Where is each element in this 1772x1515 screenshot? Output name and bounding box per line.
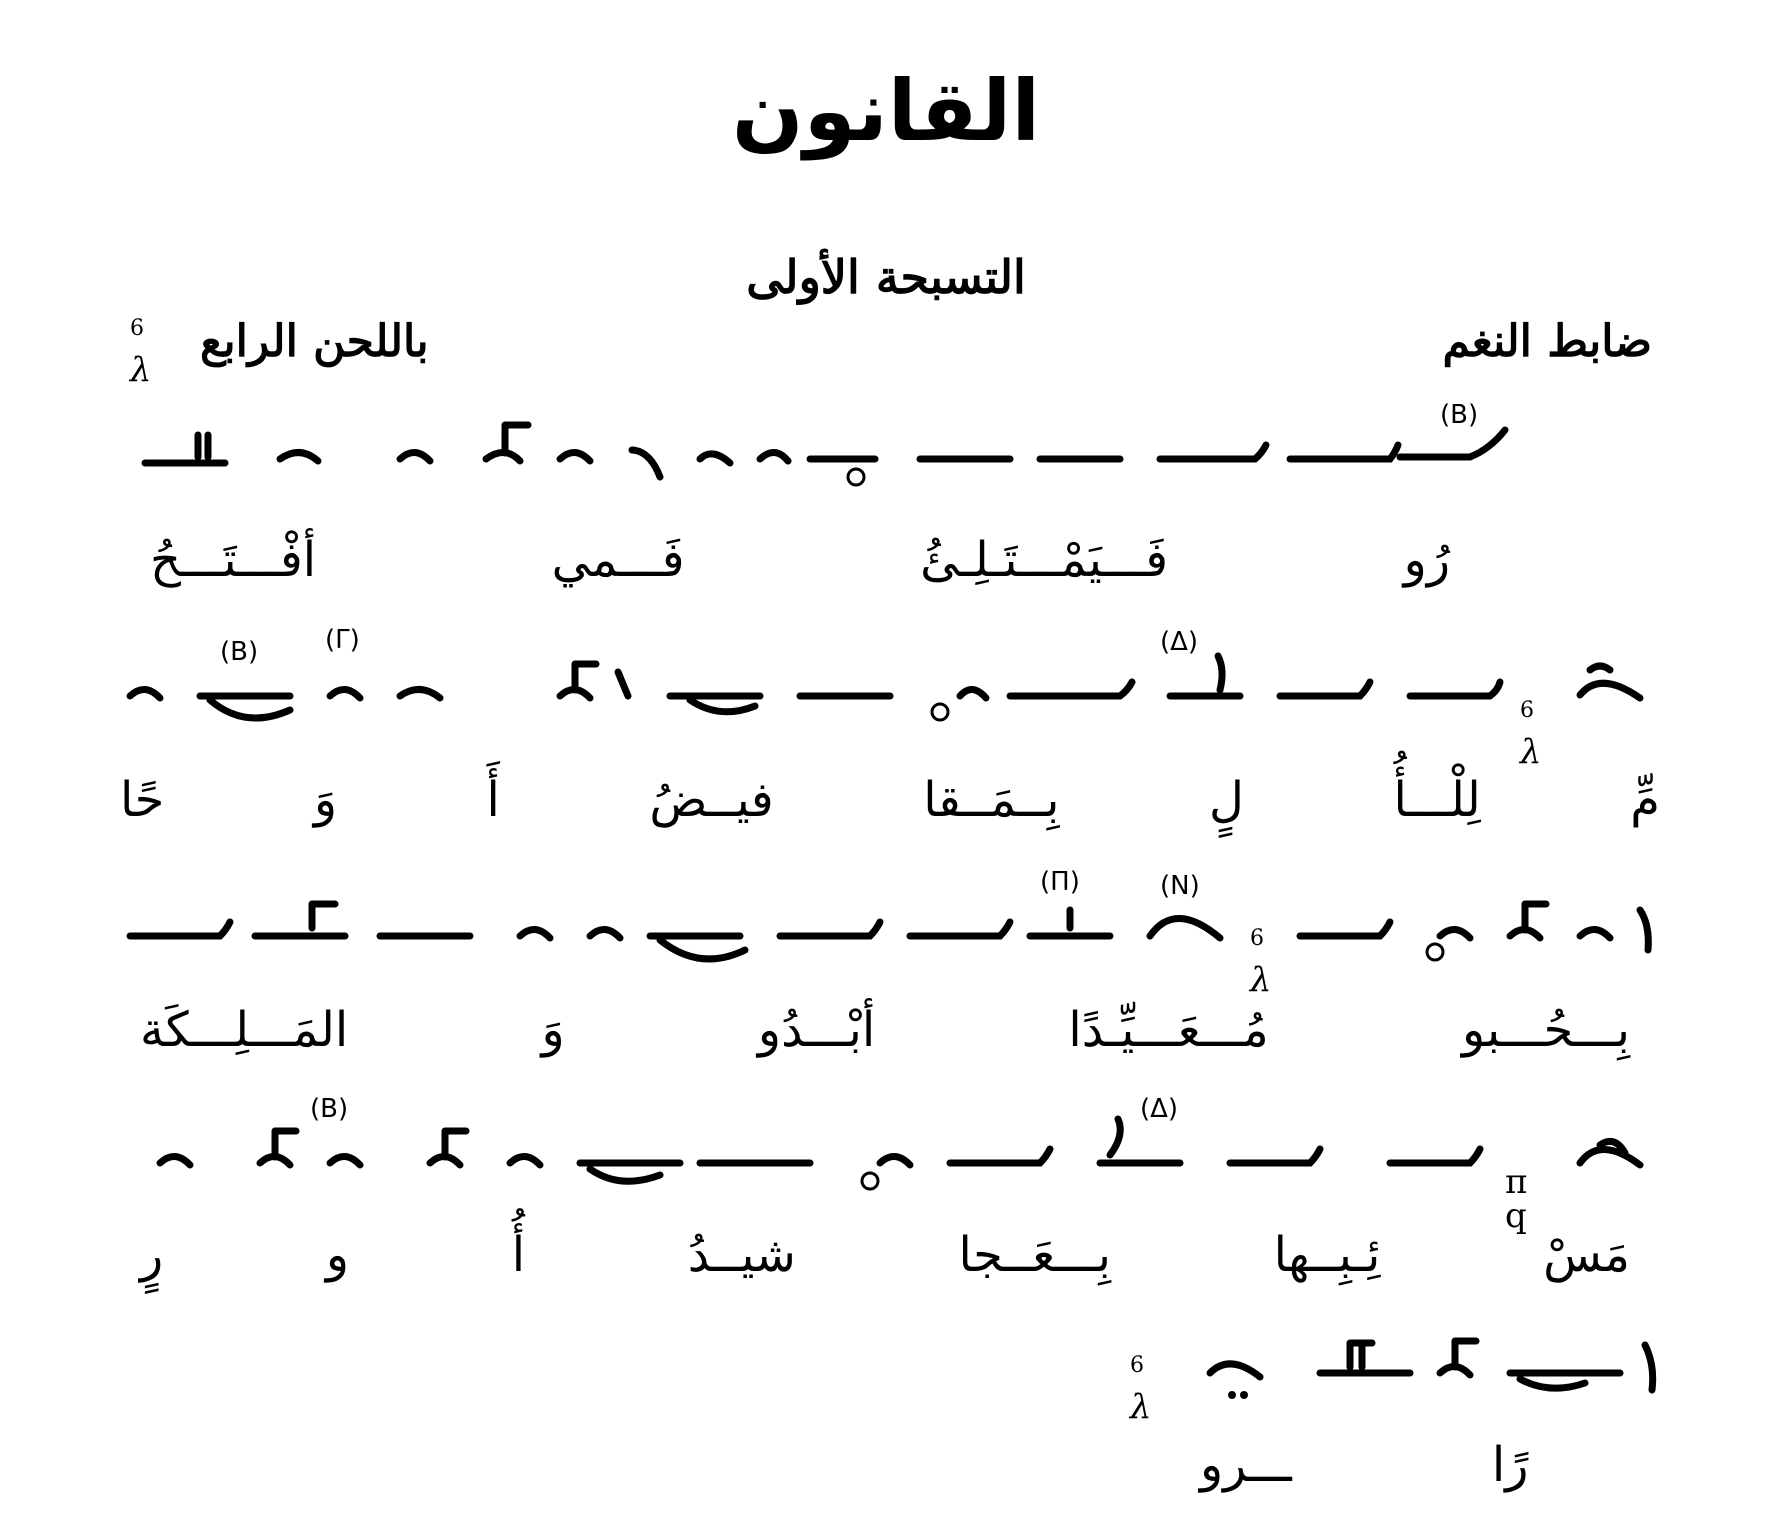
neume-3-12 <box>520 929 550 938</box>
page-subtitle: التسبحة الأولى <box>746 250 1026 304</box>
neume-4-13 <box>160 1156 190 1165</box>
neume-4-8 <box>580 1163 680 1181</box>
mode-label: باللحن الرابع <box>200 316 429 367</box>
syllable: لِلْـــأُ <box>1393 772 1481 828</box>
neume-4-10 <box>430 1131 466 1165</box>
mode-sign-icon <box>130 316 152 391</box>
neume-3-10 <box>650 936 745 959</box>
syllable: أُ <box>511 1227 526 1283</box>
syllable: بِـــحُـــبو <box>1462 1002 1630 1058</box>
neume-2-label-1: (Δ) <box>1160 627 1199 657</box>
neume-5-3 <box>1440 1341 1476 1375</box>
neume-1-14 <box>145 435 225 463</box>
neume-1-7 <box>760 452 788 461</box>
neume-3-14 <box>255 904 345 936</box>
neume-4-label-2: (B) <box>310 1094 349 1124</box>
neume-2-1 <box>1580 666 1640 698</box>
neume-3-2 <box>1580 929 1610 938</box>
syllable: فيــضُ <box>649 772 774 828</box>
neume-3-6 <box>1150 918 1220 938</box>
mode-sign-letter: λ <box>130 350 152 391</box>
lyric-line-3 <box>140 990 1630 1070</box>
neume-1-dot <box>848 469 864 485</box>
syllable: فَـــيَمْـــتَـلِـئُ <box>920 532 1169 588</box>
neume-strip-5 <box>0 1315 1772 1428</box>
neume-2-13 <box>200 696 290 718</box>
neume-4-label-1: (Δ) <box>1140 1094 1179 1124</box>
neume-2-dot <box>932 704 948 720</box>
lyric-line-5 <box>1200 1425 1640 1505</box>
page-title: القانون <box>731 62 1041 160</box>
syllable: أفْـــتَـــحُ <box>150 532 317 588</box>
neume-2-9 <box>618 672 628 696</box>
neume-3-label-2: (Π) <box>1040 867 1080 897</box>
neume-3-7 <box>1030 910 1110 936</box>
syllable: بِــمَــقا <box>923 772 1060 828</box>
neume-2-8 <box>670 696 760 712</box>
syllable: ـــرو <box>1200 1437 1292 1493</box>
neume-1-12 <box>400 452 430 461</box>
neume-1-13 <box>280 452 318 461</box>
neume-line-3 <box>0 867 1772 1001</box>
syllable: وَ <box>541 1002 565 1058</box>
martyria-icon: π q <box>1505 1162 1528 1236</box>
syllable: المَـــلِـــكَة <box>140 1002 349 1058</box>
neume-2-6 <box>960 689 986 698</box>
neume-5-1 <box>1645 1345 1653 1390</box>
neume-2-2 <box>1410 682 1500 696</box>
syllable: وَ <box>313 772 338 828</box>
neume-3-label-1: (N) <box>1160 871 1200 901</box>
neume-1-10 <box>560 452 590 461</box>
neume-4-4 <box>1100 1119 1180 1163</box>
neume-1-label-1: (B) <box>1440 400 1479 430</box>
neume-line-4 <box>0 1094 1772 1236</box>
neume-3-9 <box>780 922 880 936</box>
neume-line-2 <box>0 625 1772 773</box>
neume-4-5 <box>950 1149 1050 1163</box>
neume-1-3 <box>1160 445 1266 459</box>
neume-4-6 <box>880 1156 910 1165</box>
neume-5-5 <box>1210 1364 1260 1377</box>
syllable: رًا <box>1491 1437 1529 1493</box>
martyria-icon: $^6$ λ <box>1520 698 1542 773</box>
neume-strip-1 <box>0 400 1772 515</box>
neume-1-8 <box>700 454 730 463</box>
syllable: فَـــمي <box>551 532 685 588</box>
neume-2-label-2: (Γ) <box>325 625 360 655</box>
neume-2-10 <box>560 664 596 698</box>
neume-4-3 <box>1230 1149 1320 1163</box>
syllable: مِّ <box>1630 772 1660 828</box>
neume-line-5 <box>0 1315 1772 1428</box>
neume-5-dot-1 <box>1228 1391 1236 1399</box>
neume-1-11 <box>486 425 528 461</box>
neume-2-4 <box>1170 656 1240 696</box>
neume-4-9 <box>510 1156 540 1165</box>
syllable: مُـــعَـــيِّـدًا <box>1068 1002 1269 1058</box>
neume-5-dot-2 <box>1240 1391 1248 1399</box>
lyric-line-4 <box>140 1215 1630 1295</box>
martyria-icon: $^6$ λ <box>1130 1353 1152 1428</box>
syllable: لٍ <box>1209 772 1244 828</box>
neume-2-11 <box>400 689 440 698</box>
neume-3-dot <box>1427 944 1443 960</box>
lyric-line-2 <box>120 760 1660 840</box>
neume-4-11 <box>330 1156 360 1165</box>
lyric-line-1 <box>150 520 1450 600</box>
neume-3-8 <box>910 922 1010 936</box>
neume-4-dot <box>862 1173 878 1189</box>
syllable: بِـــعَــجا <box>958 1227 1111 1283</box>
syllable: مَسْ <box>1543 1227 1630 1283</box>
neume-3-15 <box>130 922 230 936</box>
syllable: شيــدُ <box>687 1227 796 1283</box>
neume-strip-2 <box>0 625 1772 750</box>
neume-3-1 <box>1640 910 1648 950</box>
neume-4-12 <box>260 1131 296 1165</box>
neume-5-4 <box>1320 1343 1410 1373</box>
neume-3-4 <box>1440 929 1470 938</box>
neume-2-12 <box>330 689 360 698</box>
syllable: ئِـبِــها <box>1273 1227 1381 1283</box>
neume-2-14 <box>130 689 160 698</box>
mode-sign-number: 6 <box>130 316 144 341</box>
neume-2-label-3: (B) <box>220 637 259 667</box>
neume-3-11 <box>590 929 620 938</box>
syllable: رٍ <box>140 1227 164 1283</box>
neume-line-1 <box>0 400 1772 515</box>
syllable: حًا <box>120 772 165 828</box>
neume-5-2 <box>1510 1373 1620 1388</box>
neume-4-1 <box>1580 1141 1640 1165</box>
neume-2-3 <box>1280 682 1370 696</box>
neume-3-5 <box>1300 922 1390 936</box>
neume-2-5 <box>1010 682 1132 696</box>
neume-strip-3 <box>0 867 1772 990</box>
syllable: أَ <box>486 772 500 828</box>
syllable: أبْـــدُو <box>757 1002 876 1058</box>
syllable: و <box>325 1227 350 1283</box>
martyria-icon: $^6$ λ <box>1250 926 1272 1001</box>
neume-1-9 <box>632 450 660 477</box>
neume-3-3 <box>1510 904 1546 938</box>
neume-1-2 <box>1290 445 1398 459</box>
tone-control-label: ضابط النغم <box>1442 316 1652 367</box>
neume-4-2 <box>1390 1149 1480 1163</box>
neume-1-1 <box>1400 430 1505 457</box>
syllable: رُو <box>1403 532 1450 588</box>
